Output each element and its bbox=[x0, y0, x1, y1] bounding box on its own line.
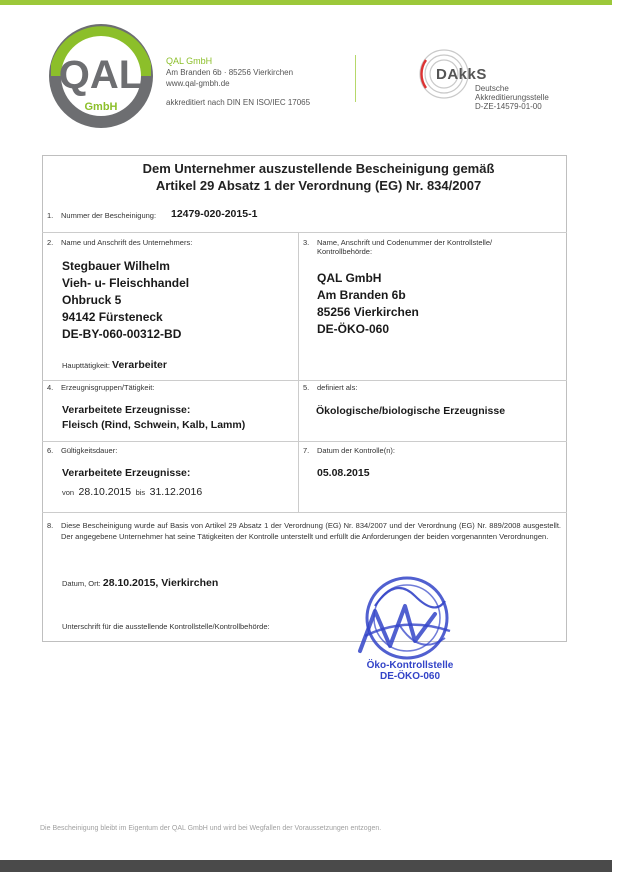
dakks-name: DAkkS bbox=[436, 66, 487, 83]
inspection-date: 05.08.2015 bbox=[317, 467, 370, 479]
control-body-line: QAL GmbH bbox=[317, 271, 382, 285]
dakks-details bbox=[475, 84, 549, 111]
field1-label-text: Nummer der Bescheinigung: bbox=[61, 211, 157, 220]
signature-label: Unterschrift für die ausstellende Kontrollstelle/Kontrollbehörde: bbox=[62, 622, 270, 631]
field3-label-line2: Kontrollbehörde: bbox=[317, 247, 373, 256]
validity-from-label: von bbox=[62, 488, 75, 497]
field1-label bbox=[47, 211, 156, 220]
company-web[interactable]: www.qal-gmbh.de bbox=[166, 79, 230, 88]
control-body-block bbox=[317, 270, 419, 338]
divider-3 bbox=[42, 441, 567, 442]
validity-period bbox=[62, 482, 202, 500]
top-accent-bar bbox=[0, 0, 612, 5]
company-accreditation: akkreditiert nach DIN EN ISO/IEC 17065 bbox=[166, 98, 311, 107]
validity-to-date: 31.12.2016 bbox=[149, 486, 203, 498]
date-place-label: Datum, Ort: bbox=[62, 579, 101, 588]
product-groups bbox=[62, 403, 245, 433]
defined-as-value: Ökologische/biologische Erzeugnisse bbox=[316, 405, 506, 417]
certificate-title-line2: Artikel 29 Absatz 1 der Verordnung (EG) Nr. 834/2007 bbox=[155, 178, 482, 193]
footer-note: Die Bescheinigung bleibt im Eigentum der QAL GmbH und wird bei Wegfallen der Voraussetzungen entzogen. bbox=[40, 825, 382, 832]
product-group-heading: Verarbeitete Erzeugnisse: bbox=[62, 404, 191, 416]
main-activity bbox=[62, 361, 167, 370]
control-body-line: 85256 Vierkirchen bbox=[317, 305, 419, 319]
control-body-line: Am Branden 6b bbox=[317, 288, 406, 302]
logo-sub-text: GmbH bbox=[84, 101, 118, 113]
main-activity-value: Verarbeiter bbox=[112, 359, 167, 371]
field2-label-text: Name und Anschrift des Unternehmers: bbox=[61, 238, 193, 247]
field6-label-text: Gültigkeitsdauer: bbox=[61, 446, 118, 455]
stamp-text bbox=[360, 660, 460, 682]
company-address: Am Branden 6b · 85256 Vierkirchen bbox=[166, 68, 294, 77]
field8-text: Diese Bescheinigung wurde auf Basis von Artikel 29 Absatz 1 der Verordnung (EG) Nr. 834/2007 und der Verordnung (EG) Nr. 889/2008 ausgestellt. Der angegebene Unternehmer hat seine Tätigkeiten der Kontrolle unterstellt und erfüllt die Anforderungen der beiden vorgenannten Verordnungen. bbox=[61, 521, 561, 541]
validity-heading: Verarbeitete Erzeugnisse: bbox=[62, 467, 191, 479]
divider-2 bbox=[42, 380, 567, 381]
column-divider bbox=[298, 232, 299, 512]
field2-number: 2. bbox=[47, 238, 54, 247]
dakks-line1: Deutsche bbox=[475, 84, 509, 93]
field4-label bbox=[47, 383, 154, 392]
field6-number: 6. bbox=[47, 446, 54, 455]
header-divider bbox=[355, 55, 356, 102]
date-place bbox=[62, 579, 218, 588]
qal-logo bbox=[47, 20, 155, 132]
company-name: QAL GmbH bbox=[166, 56, 213, 66]
logo-main-text: QAL bbox=[58, 53, 144, 97]
company-address-block bbox=[62, 258, 189, 343]
product-group-items: Fleisch (Rind, Schwein, Kalb, Lamm) bbox=[62, 419, 246, 431]
validity-to-label: bis bbox=[135, 488, 146, 497]
field5-number: 5. bbox=[303, 383, 310, 392]
field5-label-text: definiert als: bbox=[317, 383, 358, 392]
company-line: Stegbauer Wilhelm bbox=[62, 259, 170, 273]
field2-label bbox=[47, 238, 192, 247]
bottom-bar bbox=[0, 860, 612, 872]
certificate-title-line1: Dem Unternehmer auszustellende Bescheinigung gemäß bbox=[142, 161, 495, 176]
stamp-line1: Öko-Kontrollstelle bbox=[366, 660, 454, 671]
company-line: 94142 Fürsteneck bbox=[62, 310, 163, 324]
main-activity-label: Haupttätigkeit: bbox=[62, 361, 110, 370]
field3-label-line1: Name, Anschrift und Codenummer der Kontrollstelle/ bbox=[317, 238, 493, 247]
date-place-value: 28.10.2015, Vierkirchen bbox=[102, 577, 219, 589]
dakks-line2: Akkreditierungsstelle bbox=[475, 93, 549, 102]
field7-label-text: Datum der Kontrolle(n): bbox=[317, 446, 395, 455]
certificate-frame bbox=[42, 155, 567, 642]
field1-number: 1. bbox=[47, 211, 54, 220]
field7-label bbox=[303, 446, 395, 455]
certificate-number: 12479-020-2015-1 bbox=[171, 208, 258, 220]
field3-label bbox=[303, 238, 492, 256]
stamp-line2: DE-ÖKO-060 bbox=[379, 671, 440, 682]
field8-statement bbox=[47, 520, 564, 542]
field6-label bbox=[47, 446, 117, 455]
company-line: Ohbruck 5 bbox=[62, 293, 122, 307]
company-line: Vieh- u- Fleischhandel bbox=[62, 276, 190, 290]
dakks-line3: D-ZE-14579-01-00 bbox=[475, 102, 542, 111]
field4-label-text: Erzeugnisgruppen/Tätigkeit: bbox=[61, 383, 155, 392]
field8-number: 8. bbox=[47, 521, 54, 530]
company-info bbox=[166, 56, 310, 108]
company-line: DE-BY-060-00312-BD bbox=[62, 327, 182, 341]
field3-number: 3. bbox=[303, 238, 310, 247]
control-body-line: DE-ÖKO-060 bbox=[317, 322, 390, 336]
divider-1 bbox=[42, 232, 567, 233]
validity-from-date: 28.10.2015 bbox=[78, 486, 132, 498]
divider-4 bbox=[42, 512, 567, 513]
field7-number: 7. bbox=[303, 446, 310, 455]
field4-number: 4. bbox=[47, 383, 54, 392]
field5-label bbox=[303, 383, 357, 392]
